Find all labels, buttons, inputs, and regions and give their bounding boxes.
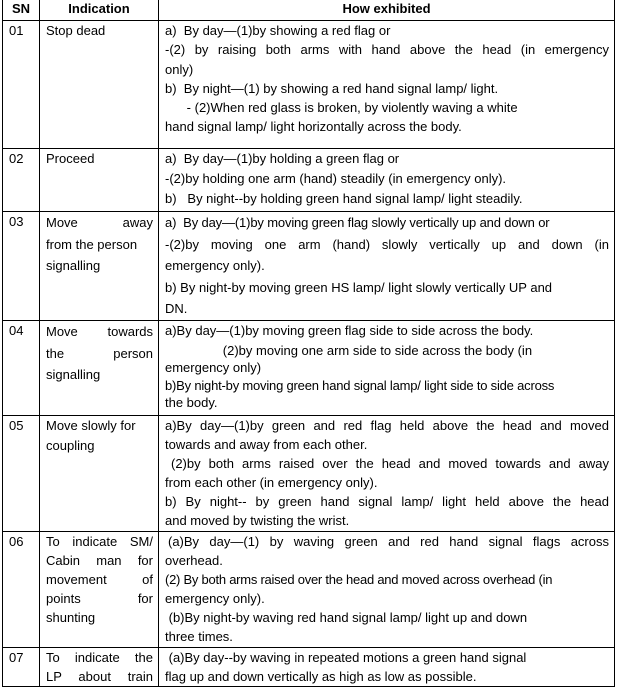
indication-line: Move away (46, 215, 153, 230)
row-indication (40, 212, 159, 321)
row-sn: 06 (3, 532, 40, 648)
indication-line: LP about train (46, 669, 153, 684)
how-line: only) (165, 61, 194, 77)
indication-line: Stop dead (46, 23, 106, 38)
indication-line: Proceed (46, 151, 95, 166)
how-line: hand signal lamp/ light horizontally across the body. (165, 119, 462, 135)
how-line: from each other (in emergency only). (165, 475, 378, 490)
how-line: emergency only) (165, 360, 262, 375)
how-line: (b)By night-by waving red hand signal lamp/ light up and down (165, 610, 528, 625)
row-indication (40, 532, 159, 648)
how-line: three times. (165, 629, 233, 644)
how-line: a)By day—(1)by moving green flag side to side across the body. (165, 323, 534, 338)
table-row (3, 648, 615, 687)
how-line: a)By day—(1)by green and red flag held above the head and moved (165, 418, 609, 433)
table-row (3, 532, 615, 648)
row-how-exhibited (159, 321, 615, 416)
row-indication (40, 149, 159, 212)
indication-line: points for (46, 591, 153, 606)
header-how-exhibited: How exhibited (159, 0, 615, 21)
row-sn: 03 (3, 212, 40, 321)
how-line: towards and away from each other. (165, 437, 368, 452)
how-line: a) By day—(1)by holding a green flag or (165, 151, 400, 166)
how-line: b)By night-by moving green hand signal lamp/ light side to side across (165, 377, 555, 393)
indication-line: the person (46, 345, 153, 361)
row-indication (40, 416, 159, 532)
indication-line: movement of (46, 572, 153, 587)
row-sn: 05 (3, 416, 40, 532)
how-line: b) By night-by moving green HS lamp/ light slowly vertically UP and (165, 279, 553, 295)
indication-line: Move slowly for (46, 418, 136, 433)
row-indication (40, 648, 159, 687)
how-line: (2) By both arms raised over the head and moved across overhead (in (165, 572, 553, 587)
row-how-exhibited (159, 21, 615, 149)
table-row (3, 21, 615, 149)
row-sn: 07 (3, 648, 40, 687)
how-line: (a)By day—(1) by waving green and red hand signal flags across (168, 534, 609, 549)
how-line: flag up and down vertically as high as low as possible. (165, 669, 477, 684)
table-row (3, 416, 615, 532)
row-how-exhibited (159, 648, 615, 687)
hand-signals-table (2, 0, 615, 687)
how-line: emergency only). (165, 258, 265, 273)
how-line: DN. (165, 301, 188, 316)
hand-signals-document (2, 0, 614, 687)
indication-line: To indicate the (46, 650, 153, 665)
indication-line: shunting (46, 610, 96, 625)
indication-line: To indicate SM/ (46, 534, 153, 549)
how-line: b) By night-- by green hand signal lamp/ light held above the head (165, 494, 609, 509)
indication-line: from the person (46, 236, 138, 252)
row-sn: 02 (3, 149, 40, 212)
table-row (3, 321, 615, 416)
how-line: (2)by both arms raised over the head and moved towards and away (171, 456, 609, 471)
indication-line: Move towards (46, 324, 153, 339)
row-sn: 04 (3, 321, 40, 416)
header-sn: SN (3, 0, 40, 21)
table-header-row (3, 0, 615, 21)
how-line: a) By day—(1)by moving green flag slowly vertically up and down or (165, 215, 550, 230)
row-how-exhibited (159, 532, 615, 648)
row-sn: 01 (3, 21, 40, 149)
row-indication (40, 321, 159, 416)
how-line: -(2)by holding one arm (hand) steadily (in emergency only). (165, 171, 507, 186)
how-line: b) By night--by holding green hand signal lamp/ light steadily. (165, 191, 523, 206)
row-how-exhibited (159, 149, 615, 212)
header-indication: Indication (40, 0, 159, 21)
row-how-exhibited (159, 212, 615, 321)
how-line: -(2) by raising both arms with hand above the head (in emergency (165, 42, 609, 58)
row-indication (40, 21, 159, 149)
how-line: - (2)When red glass is broken, by violently waving a white (165, 100, 518, 116)
how-line: a) By day—(1)by showing a red flag or (165, 23, 391, 38)
how-line: overhead. (165, 553, 223, 568)
indication-line: signalling (46, 258, 101, 273)
how-line: the body. (165, 395, 218, 410)
table-row (3, 212, 615, 321)
how-line: emergency only). (165, 591, 265, 606)
indication-line: Cabin man for (46, 553, 153, 568)
how-line: -(2)by moving one arm (hand) slowly vertically up and down (in (165, 236, 609, 252)
how-line: (a)By day--by waving in repeated motions a green hand signal (165, 650, 527, 665)
how-line: and moved by twisting the wrist. (165, 513, 350, 528)
row-how-exhibited (159, 416, 615, 532)
how-line: (2)by moving one arm side to side across the body (in (165, 342, 533, 358)
indication-line: signalling (46, 367, 101, 382)
how-line: b) By night—(1) by showing a red hand signal lamp/ light. (165, 80, 499, 96)
table-row (3, 149, 615, 212)
indication-line: coupling (46, 438, 95, 453)
